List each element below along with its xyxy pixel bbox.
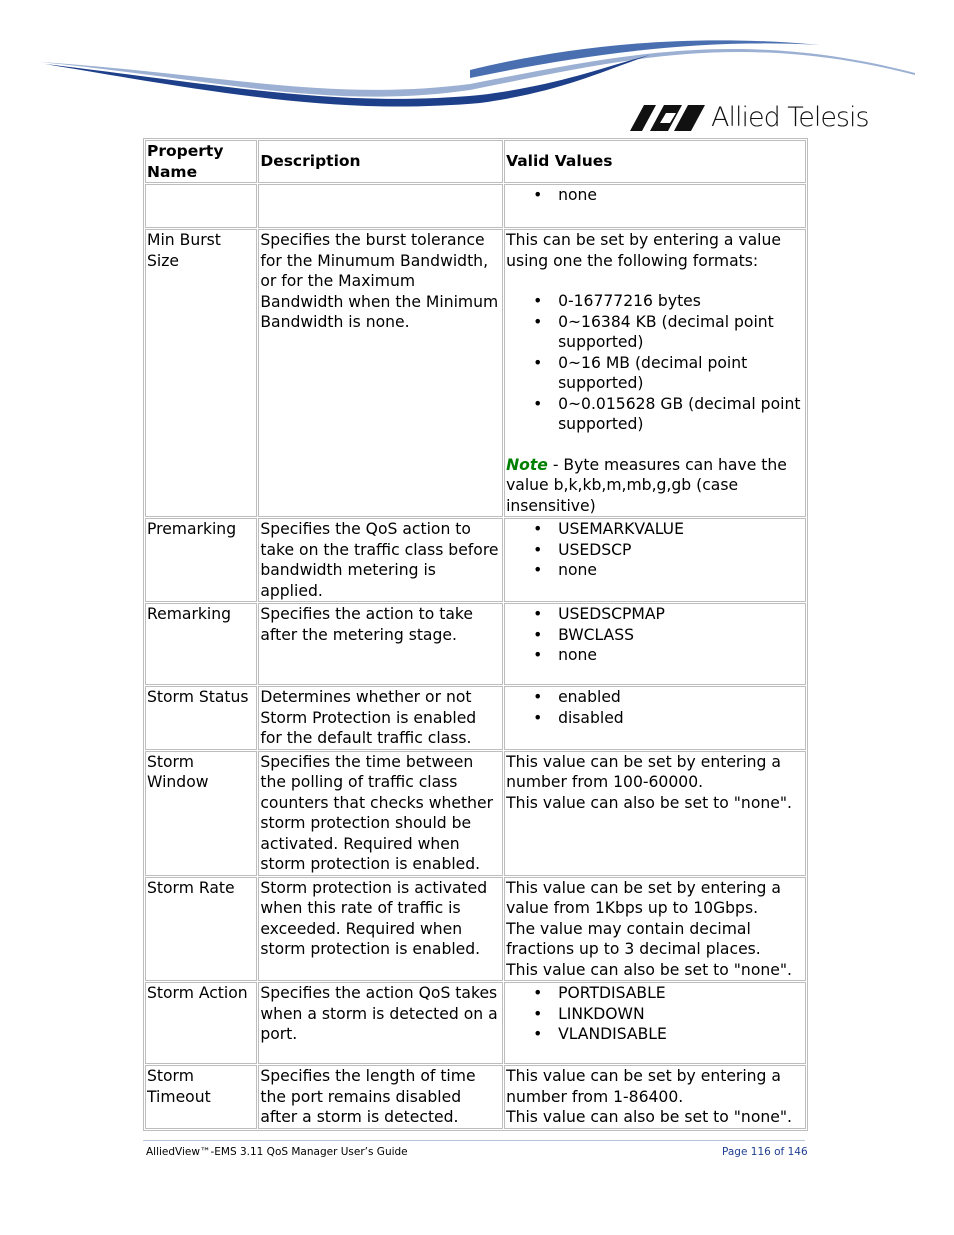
values-list [506,291,804,435]
list-item: • PORTDISABLE [558,983,804,1004]
table-row [145,518,806,602]
table-row [145,229,806,517]
note-text: - Byte measures can have the value b,k,kb,m,mb,g,gb (case insensitive) [506,455,787,515]
property-name: Premarking [145,518,257,602]
property-description: Specifies the length of time the port remains disabled after a storm is detected. [258,1065,503,1129]
property-name: Storm Timeout [145,1065,257,1129]
footer-divider [143,1140,805,1141]
property-description: Specifies the time between the polling of traffic class counters that checks whether storm protection should be activated. Required when storm protection is enabled. [258,751,503,876]
table-row [145,1065,806,1129]
valid-values [504,603,806,685]
list-item: • 0~16384 KB (decimal point supported) [558,312,804,353]
list-item: • disabled [558,708,804,729]
value-line: This value can also be set to "none". [506,1108,792,1126]
property-name: Storm Status [145,686,257,750]
valid-values [504,877,806,982]
property-description: Specifies the action QoS takes when a storm is detected on a port. [258,982,503,1064]
property-name: Remarking [145,603,257,685]
valid-values [504,229,806,517]
values-list [506,519,804,581]
table-row [145,184,806,228]
value-line: The value may contain decimal fractions up to 3 decimal places. [506,919,761,958]
note-label: Note [506,455,548,474]
values-list [506,604,804,666]
list-item: • USEDSCPMAP [558,604,804,625]
allied-telesis-logo [630,100,869,134]
property-description: Determines whether or not Storm Protection is enabled for the default traffic class. [258,686,503,750]
valid-values [504,686,806,750]
table-row [145,877,806,982]
property-name: Storm Window [145,751,257,876]
property-name: Storm Rate [145,877,257,982]
value-line: This value can be set by entering a value from 1Kbps up to 10Gbps. [506,878,781,917]
valid-values [504,982,806,1064]
list-item: • enabled [558,687,804,708]
list-item: • 0-16777216 bytes [558,291,804,312]
values-list [506,687,804,728]
valid-values [504,1065,806,1129]
property-name [145,184,257,228]
valid-values [504,751,806,876]
list-item: • USEMARKVALUE [558,519,804,540]
valid-values [504,518,806,602]
table-row [145,982,806,1064]
valid-values [504,184,806,228]
property-description [258,184,503,228]
page-number: Page 116 of 146 [722,1146,808,1158]
table-row [145,751,806,876]
list-item: • none [558,645,804,666]
list-item: • 0~0.015628 GB (decimal point supported) [558,394,804,435]
column-header: Description [258,140,503,183]
note-paragraph [506,455,804,517]
list-item: • USEDSCP [558,540,804,561]
value-line: This value can be set by entering a number from 100-60000. [506,752,781,791]
property-description: Specifies the QoS action to take on the traffic class before bandwidth metering is applied. [258,518,503,602]
table-row [145,686,806,750]
header-swoosh [0,0,954,115]
property-description: Storm protection is activated when this rate of traffic is exceeded. Required when storm protection is enabled. [258,877,503,982]
list-item: • 0~16 MB (decimal point supported) [558,353,804,394]
list-item: • LINKDOWN [558,1004,804,1025]
value-line: This value can be set by entering a number from 1-86400. [506,1067,781,1106]
values-list [506,983,804,1045]
value-line: This value can also be set to "none". [506,960,792,979]
list-item: • VLANDISABLE [558,1024,804,1045]
column-header: Property Name [145,140,257,183]
property-table [143,138,808,1131]
property-name: Storm Action [145,982,257,1064]
value-line: This value can also be set to "none". [506,793,792,812]
list-item: • none [558,560,804,581]
property-name: Min Burst Size [145,229,257,517]
brand-name: Allied Telesis [711,101,869,133]
list-item: • BWCLASS [558,625,804,646]
values-list [506,185,804,206]
values-intro: This can be set by entering a value using one the following formats: [506,231,781,270]
column-header: Valid Values [504,140,806,183]
property-description: Specifies the action to take after the metering stage. [258,603,503,685]
list-item: • none [558,185,804,206]
allied-telesis-mark-icon [630,103,705,131]
table-header-row [145,140,806,183]
footer-title: AlliedView™-EMS 3.11 QoS Manager User’s Guide [146,1146,408,1158]
property-description: Specifies the burst tolerance for the Minumum Bandwidth, or for the Maximum Bandwidth when the Minimum Bandwidth is none. [258,229,503,517]
table-row [145,603,806,685]
